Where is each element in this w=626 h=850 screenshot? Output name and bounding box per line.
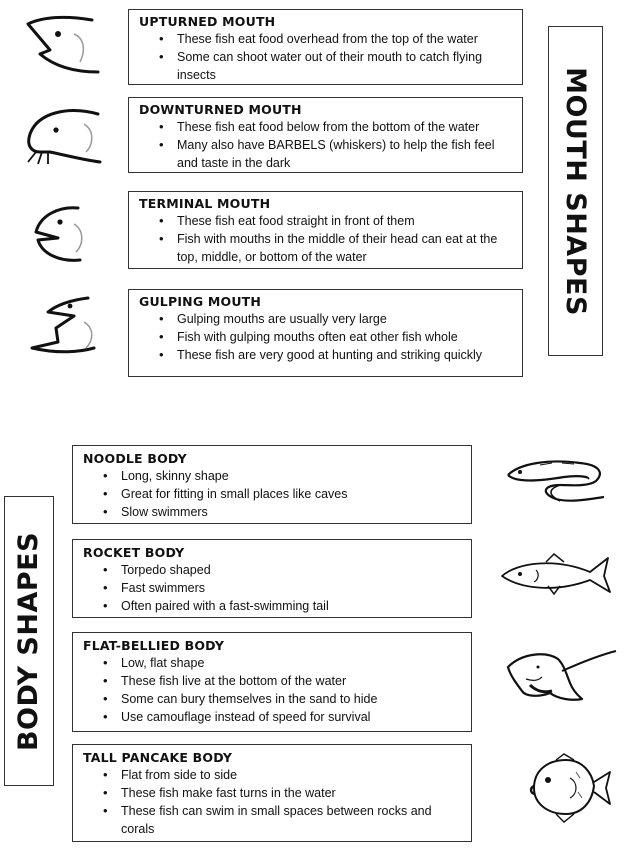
terminal-mouth-box bbox=[128, 191, 523, 269]
tall-pancake-body-box bbox=[72, 744, 472, 842]
terminal-mouth-title: TERMINAL MOUTH bbox=[139, 196, 271, 211]
eel-noodle-body-icon bbox=[500, 455, 610, 510]
stingray-flat-body-icon bbox=[500, 645, 620, 710]
gulping-mouth-title: GULPING MOUTH bbox=[139, 294, 262, 309]
bullet: • Fast swimmers bbox=[121, 579, 461, 597]
bullet: • Use camouflage instead of speed for survival bbox=[121, 708, 461, 726]
terminal-mouth-fish-icon bbox=[18, 200, 98, 270]
downturned-mouth-box bbox=[128, 97, 523, 173]
body-shapes-label-box bbox=[4, 496, 54, 786]
bullet: • These fish can swim in small spaces between rocks and corals bbox=[121, 802, 461, 838]
body-shapes-label: BODY SHAPES bbox=[13, 531, 45, 751]
mouth-shapes-label-box bbox=[548, 26, 603, 356]
upturned-mouth-box bbox=[128, 9, 523, 85]
gulping-mouth-box bbox=[128, 289, 523, 377]
bullet: • Fish with mouths in the middle of their head can eat at the top, middle, or bottom of the water bbox=[177, 230, 512, 266]
noodle-body-title: NOODLE BODY bbox=[83, 451, 187, 466]
bullet: • Flat from side to side bbox=[121, 766, 461, 784]
upturned-mouth-title: UPTURNED MOUTH bbox=[139, 14, 276, 29]
noodle-body-box bbox=[72, 445, 472, 524]
rocket-body-fish-icon bbox=[498, 550, 616, 600]
bullet: • These fish make fast turns in the water bbox=[121, 784, 461, 802]
bullet: • Slow swimmers bbox=[121, 503, 461, 521]
bullet: • Many also have BARBELS (whiskers) to help the fish feel and taste in the dark bbox=[177, 136, 512, 172]
gulping-mouth-fish-icon bbox=[18, 292, 108, 362]
rocket-body-box bbox=[72, 539, 472, 618]
upturned-mouth-fish-icon bbox=[14, 10, 104, 80]
bullet: • These fish eat food below from the bottom of the water bbox=[177, 118, 512, 136]
bullet: • Often paired with a fast-swimming tail bbox=[121, 597, 461, 615]
downturned-mouth-title: DOWNTURNED MOUTH bbox=[139, 102, 302, 117]
bullet: • Great for fitting in small places like caves bbox=[121, 485, 461, 503]
bullet: • Torpedo shaped bbox=[121, 561, 461, 579]
flat-bellied-body-box bbox=[72, 632, 472, 732]
bullet: • Low, flat shape bbox=[121, 654, 461, 672]
tall-pancake-body-title: TALL PANCAKE BODY bbox=[83, 750, 233, 765]
bullet: • Long, skinny shape bbox=[121, 467, 461, 485]
bullet: • These fish live at the bottom of the water bbox=[121, 672, 461, 690]
bullet: • Some can shoot water out of their mouth to catch flying insects bbox=[177, 48, 512, 84]
bullet: • These fish eat food straight in front of them bbox=[177, 212, 512, 230]
bullet: • These fish eat food overhead from the top of the water bbox=[177, 30, 512, 48]
bullet: • Fish with gulping mouths often eat other fish whole bbox=[177, 328, 512, 346]
flat-bellied-body-title: FLAT-BELLIED BODY bbox=[83, 638, 225, 653]
bullet: • Some can bury themselves in the sand to hide bbox=[121, 690, 461, 708]
pancake-body-fish-icon bbox=[520, 752, 615, 824]
rocket-body-title: ROCKET BODY bbox=[83, 545, 185, 560]
mouth-shapes-label: MOUTH SHAPES bbox=[560, 66, 591, 316]
downturned-mouth-fish-icon bbox=[14, 104, 104, 174]
bullet: • These fish are very good at hunting and striking quickly bbox=[177, 346, 512, 364]
bullet: • Gulping mouths are usually very large bbox=[177, 310, 512, 328]
